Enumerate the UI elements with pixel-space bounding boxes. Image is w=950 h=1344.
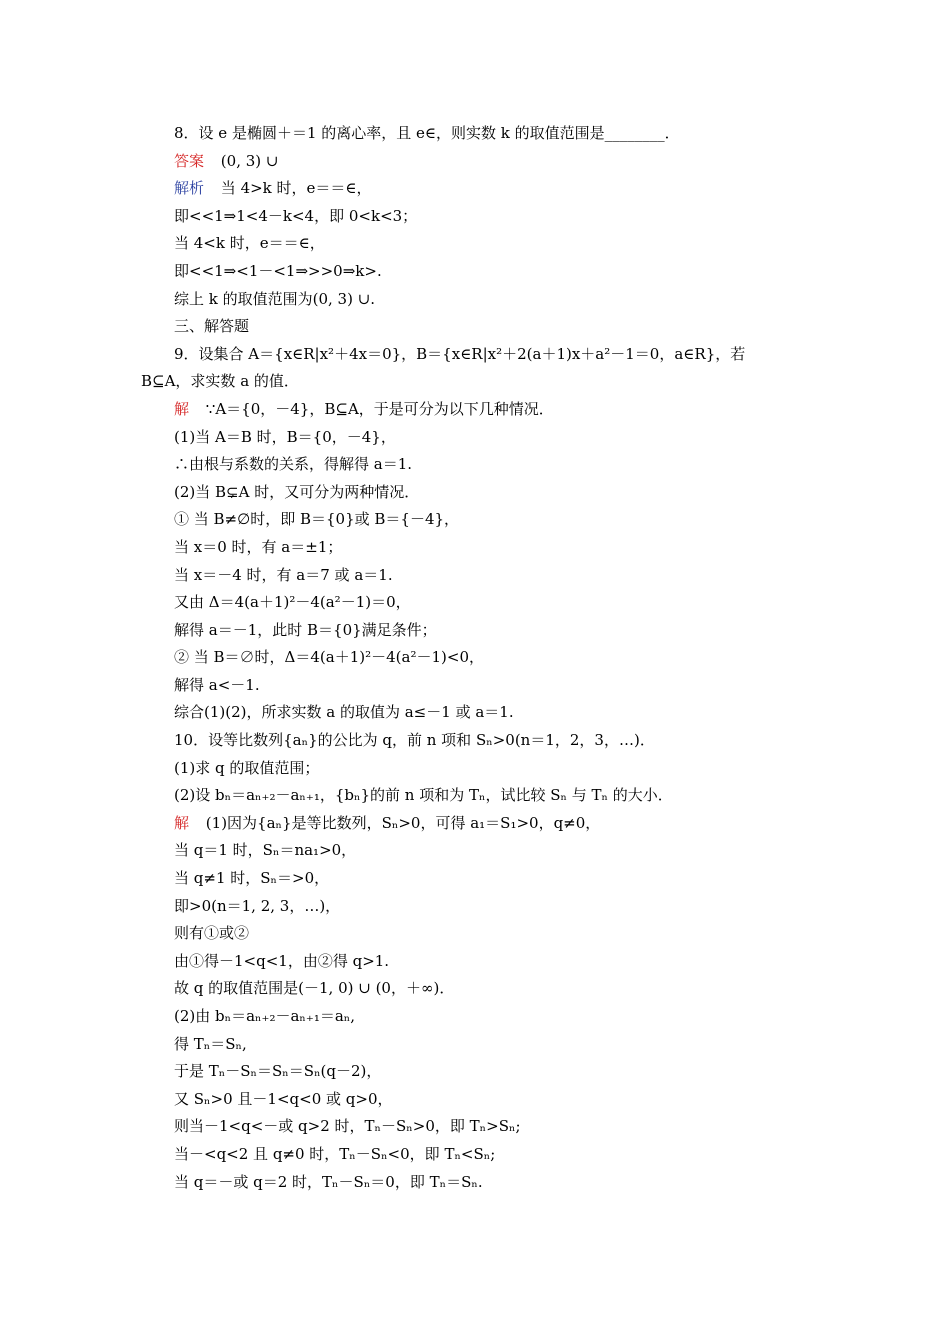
q10-step: 即>0(n＝1, 2, 3，…)， xyxy=(174,896,341,915)
q10-step: 故 q 的取值范围是(－1, 0) ∪ (0，＋∞)． xyxy=(174,979,455,998)
q8-step: 即<<1⇒<1－<1⇒>>0⇒k>. xyxy=(174,261,382,280)
q8-analysis-first: 当 4>k 时，e＝＝∈， xyxy=(220,179,372,198)
q9-step: 解得 a<－1. xyxy=(174,675,260,694)
q8-analysis-line xyxy=(174,175,824,203)
solution-label: 解 xyxy=(174,399,190,418)
q9-question-line2: B⊆A，求实数 a 的值． xyxy=(141,372,299,391)
analysis-label: 解析 xyxy=(174,179,205,198)
q10-step: 当 q≠1 时，Sₙ＝>0， xyxy=(174,869,330,888)
q10-part: (1)求 q 的取值范围； xyxy=(174,758,320,777)
q10-solution-line xyxy=(174,810,824,838)
q9-step: 当 x＝－4 时，有 a＝7 或 a＝1. xyxy=(174,565,393,584)
section-heading: 三、解答题 xyxy=(174,317,250,336)
q10-step: 则有①或② xyxy=(174,924,250,943)
q9-step: (2)当 B⊊A 时，又可分为两种情况． xyxy=(174,482,420,501)
q8-step: 即<<1⇒1<4－k<4，即 0<k<3； xyxy=(174,206,418,225)
q9-step: 当 x＝0 时，有 a＝±1； xyxy=(174,537,343,556)
q10-question: 10．设等比数列{aₙ}的公比为 q，前 n 项和 Sₙ>0(n＝1，2，3，…)． xyxy=(174,731,655,750)
q8-question: 8．设 e 是椭圆＋＝1 的离心率，且 e∈，则实数 k 的取值范围是________． xyxy=(174,124,680,142)
answer-label: 答案 xyxy=(174,151,205,170)
q10-step: 当 q＝－或 q＝2 时，Tₙ－Sₙ＝0，即 Tₙ＝Sₙ. xyxy=(174,1172,483,1191)
q9-solution-line xyxy=(174,396,824,424)
q9-step: ② 当 B＝∅时，Δ＝4(a＋1)²－4(a²－1)<0， xyxy=(174,648,484,667)
q9-question-line1: 9．设集合 A＝{x∈R|x²＋4x＝0}，B＝{x∈R|x²＋2(a＋1)x＋a²－1＝0，a∈R}，若 xyxy=(174,344,746,363)
document-body xyxy=(141,120,824,1196)
q8-answer: (0, 3) ∪ xyxy=(220,151,279,170)
q9-step: ① 当 B≠∅时，即 B＝{0}或 B＝{－4}， xyxy=(174,510,460,529)
q10-step: 于是 Tₙ－Sₙ＝Sₙ＝Sₙ(q－2)， xyxy=(174,1062,382,1081)
q10-step: 得 Tₙ＝Sₙ, xyxy=(174,1034,247,1053)
q10-step: 当 q＝1 时，Sₙ＝na₁>0， xyxy=(174,841,357,860)
q8-answer-line xyxy=(174,148,824,176)
q10-solution-first: (1)因为{aₙ}是等比数列，Sₙ>0，可得 a₁＝S₁>0，q≠0， xyxy=(205,813,601,832)
q9-solution-first: ∵A＝{0，－4}，B⊆A，于是可分为以下几种情况． xyxy=(205,399,554,418)
q10-step: 则当－1<q<－或 q>2 时，Tₙ－Sₙ>0，即 Tₙ>Sₙ; xyxy=(174,1117,521,1136)
q9-step: 综合(1)(2)，所求实数 a 的取值为 a≤－1 或 a＝1. xyxy=(174,703,514,722)
q9-step: 解得 a＝－1，此时 B＝{0}满足条件； xyxy=(174,620,437,639)
q8-step: 综上 k 的取值范围为(0, 3) ∪. xyxy=(174,289,376,308)
q10-step: 又 Sₙ>0 且－1<q<0 或 q>0， xyxy=(174,1089,393,1108)
q10-step: (2)由 bₙ＝aₙ₊₂－aₙ₊₁＝aₙ, xyxy=(174,1007,356,1025)
q9-step: (1)当 A＝B 时，B＝{0，－4}， xyxy=(174,427,396,446)
q10-part: (2)设 bₙ＝aₙ₊₂－aₙ₊₁，{bₙ}的前 n 项和为 Tₙ，试比较 Sₙ 与 Tₙ 的大小． xyxy=(174,786,673,805)
q9-step: ∴由根与系数的关系，得解得 a＝1. xyxy=(174,455,413,474)
q10-step: 由①得－1<q<1，由②得 q>1. xyxy=(174,951,390,970)
q10-step: 当－<q<2 且 q≠0 时，Tₙ－Sₙ<0，即 Tₙ<Sₙ; xyxy=(174,1144,496,1163)
q9-step: 又由 Δ＝4(a＋1)²－4(a²－1)＝0， xyxy=(174,593,411,612)
solution-label: 解 xyxy=(174,813,190,832)
q8-step: 当 4<k 时，e＝＝∈， xyxy=(174,234,325,253)
